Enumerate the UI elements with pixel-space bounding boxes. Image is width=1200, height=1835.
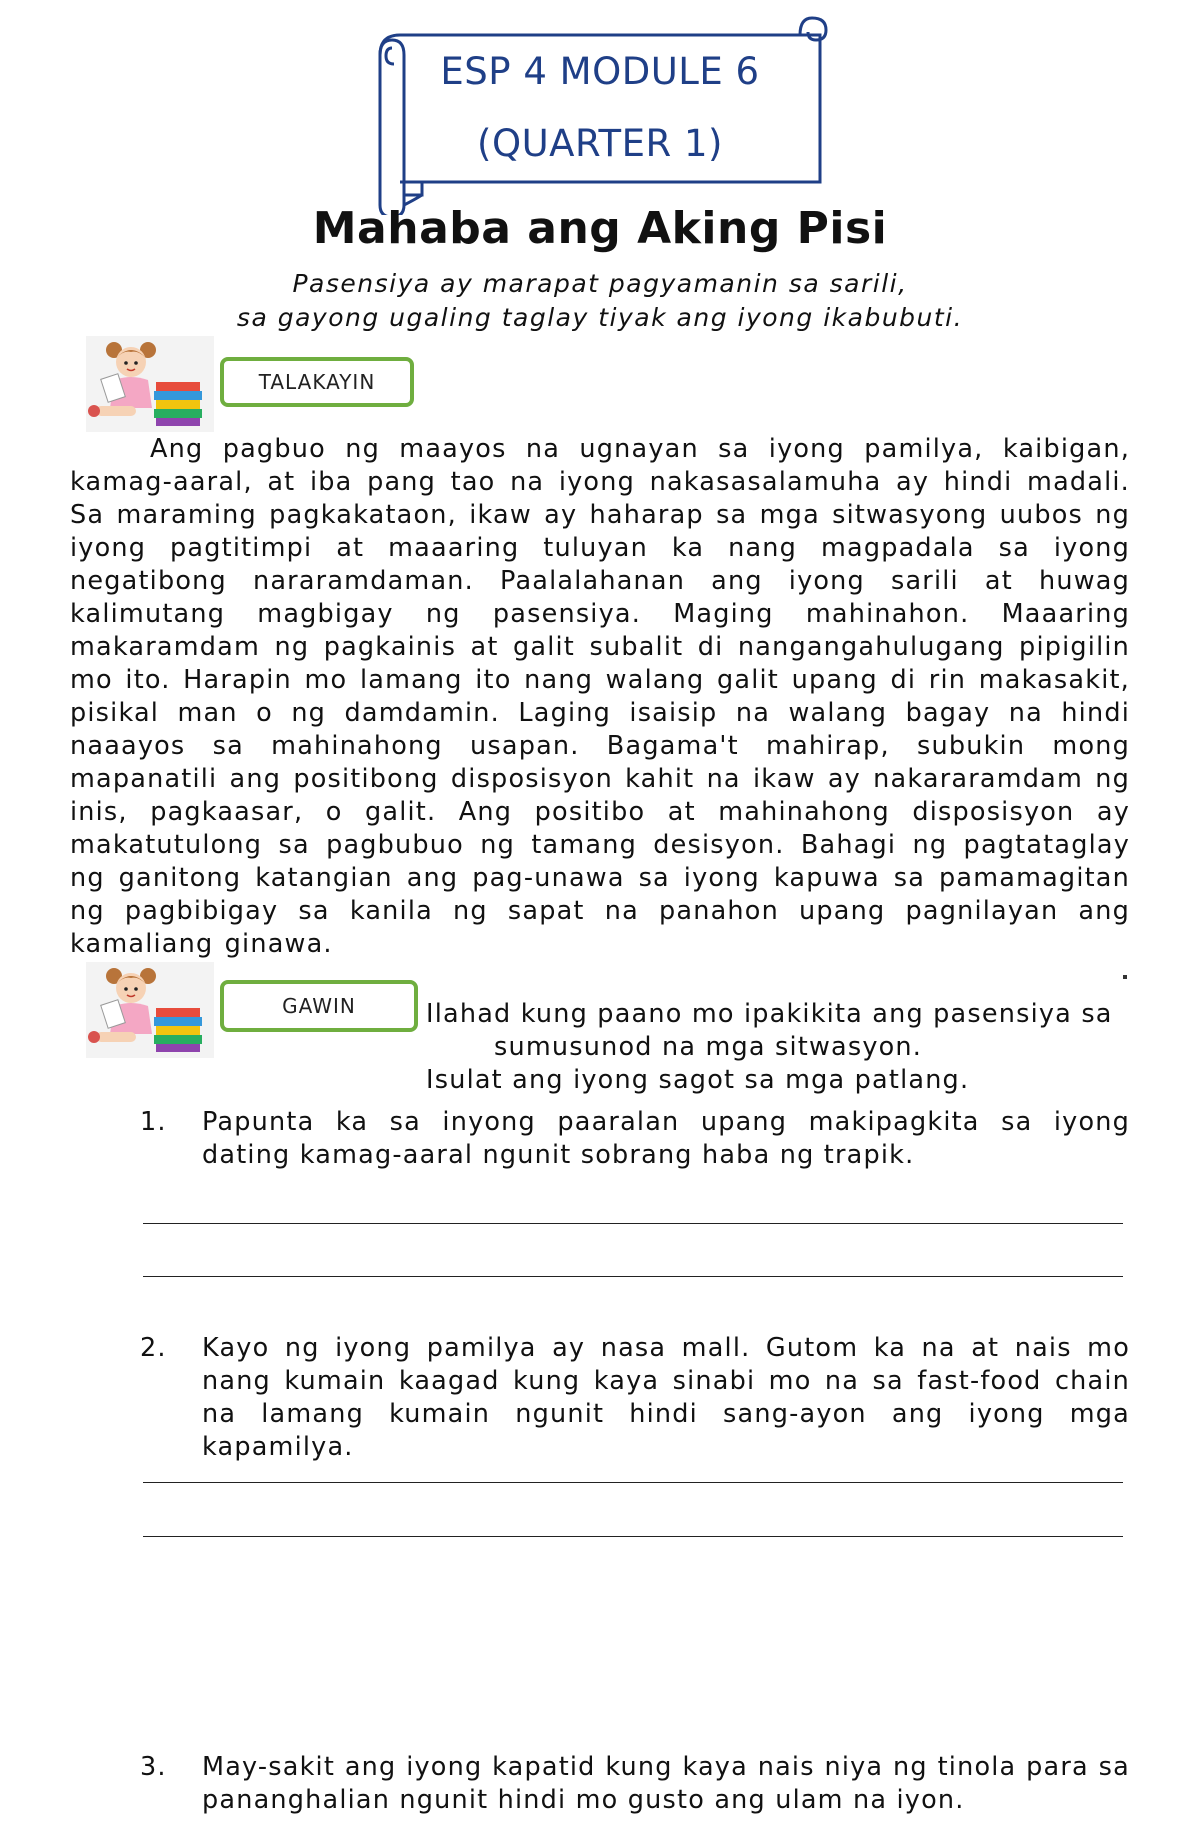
gawin-label: GAWIN (220, 980, 418, 1032)
item-text: Kayo ng iyong pamilya ay nasa mall. Gutom ka na at nais mo nang kumain kaagad kung kaya sinabi mo na sa fast-food chain na lamang kumain ngunit hindi sang-ayon ang iyong mga kapamilya. (202, 1333, 1130, 1462)
banner-quarter-label: (QUARTER 1) (477, 122, 723, 165)
answer-line[interactable] (143, 1276, 1123, 1277)
item-text: May-sakit ang iyong kapatid kung kaya nais niya ng tinola para sa pananghalian ngunit hindi mo gusto ang ulam na iyon. (202, 1752, 1130, 1815)
girl-reading-illustration-icon (86, 962, 214, 1058)
gawin-instruction-2: sumusunod na mga sitwasyon. (494, 1032, 923, 1062)
list-item (140, 1751, 1130, 1817)
page-title: Mahaba ang Aking Pisi (312, 203, 888, 254)
stray-dot (1123, 975, 1127, 979)
answer-line[interactable] (143, 1223, 1123, 1224)
gawin-instruction-1: Ilahad kung paano mo ipakikita ang pasensiya sa (426, 999, 1113, 1029)
motto-line-1: Pasensiya ay marapat pagyamanin sa sarili, (292, 269, 908, 298)
answer-line[interactable] (143, 1482, 1123, 1483)
banner-module-label: ESP 4 MODULE 6 (440, 50, 760, 93)
scroll-banner-icon (370, 10, 830, 215)
item-number: 2. (140, 1333, 167, 1363)
item-number: 3. (140, 1752, 167, 1782)
item-number: 1. (140, 1107, 167, 1137)
motto-line-2: sa gayong ugaling taglay tiyak ang iyong ikabubuti. (236, 303, 964, 332)
girl-reading-illustration-icon (86, 336, 214, 432)
gawin-instruction-3: Isulat ang iyong sagot sa mga patlang. (426, 1065, 970, 1095)
talakayin-paragraph-block (70, 433, 1130, 961)
list-item (140, 1106, 1130, 1172)
item-text: Papunta ka sa inyong paaralan upang makipagkita sa iyong dating kamag-aaral ngunit sobrang haba ng trapik. (202, 1107, 1130, 1170)
talakayin-label: TALAKAYIN (220, 357, 414, 407)
module-banner (370, 10, 830, 215)
answer-line[interactable] (143, 1536, 1123, 1537)
list-item (140, 1332, 1130, 1464)
talakayin-paragraph: Ang pagbuo ng maayos na ugnayan sa iyong pamilya, kaibigan, kamag-aaral, at iba pang tao na iyong nakasasalamuha ay hindi madali. Sa maraming pagkakataon, ikaw ay haharap sa mga sitwasyong uubos ng iyong pagtitimpi at maaaring tuluyan ka nang magpadala sa iyong negatibong nararamdaman. Paalalahanan ang iyong sarili at huwag kalimutang magbigay ng pasensiya. Maging mahinahon. Maaaring makaramdam ng pagkainis at galit subalit di nangangahulugang pipigilin mo ito. Harapin mo lamang ito nang walang galit upang di rin makasakit, pisikal man o ng damdamin. Laging isaisip na walang bagay na hindi naaayos sa mahinahong usapan. Bagama't mahirap, subukin mong mapanatili ang positibong disposisyon kahit na ikaw ay nakararamdam ng inis, pagkaasar, o galit. Ang positibo at mahinahong disposisyon ay makatutulong sa pagbubuo ng tamang desisyon. Bahagi ng pagtataglay ng ganitong katangian ang pag-unawa sa iyong kapuwa sa pamamagitan ng pagbibigay sa kanila ng sapat na panahon upang pagnilayan ang kamaliang ginawa. (70, 434, 1130, 959)
